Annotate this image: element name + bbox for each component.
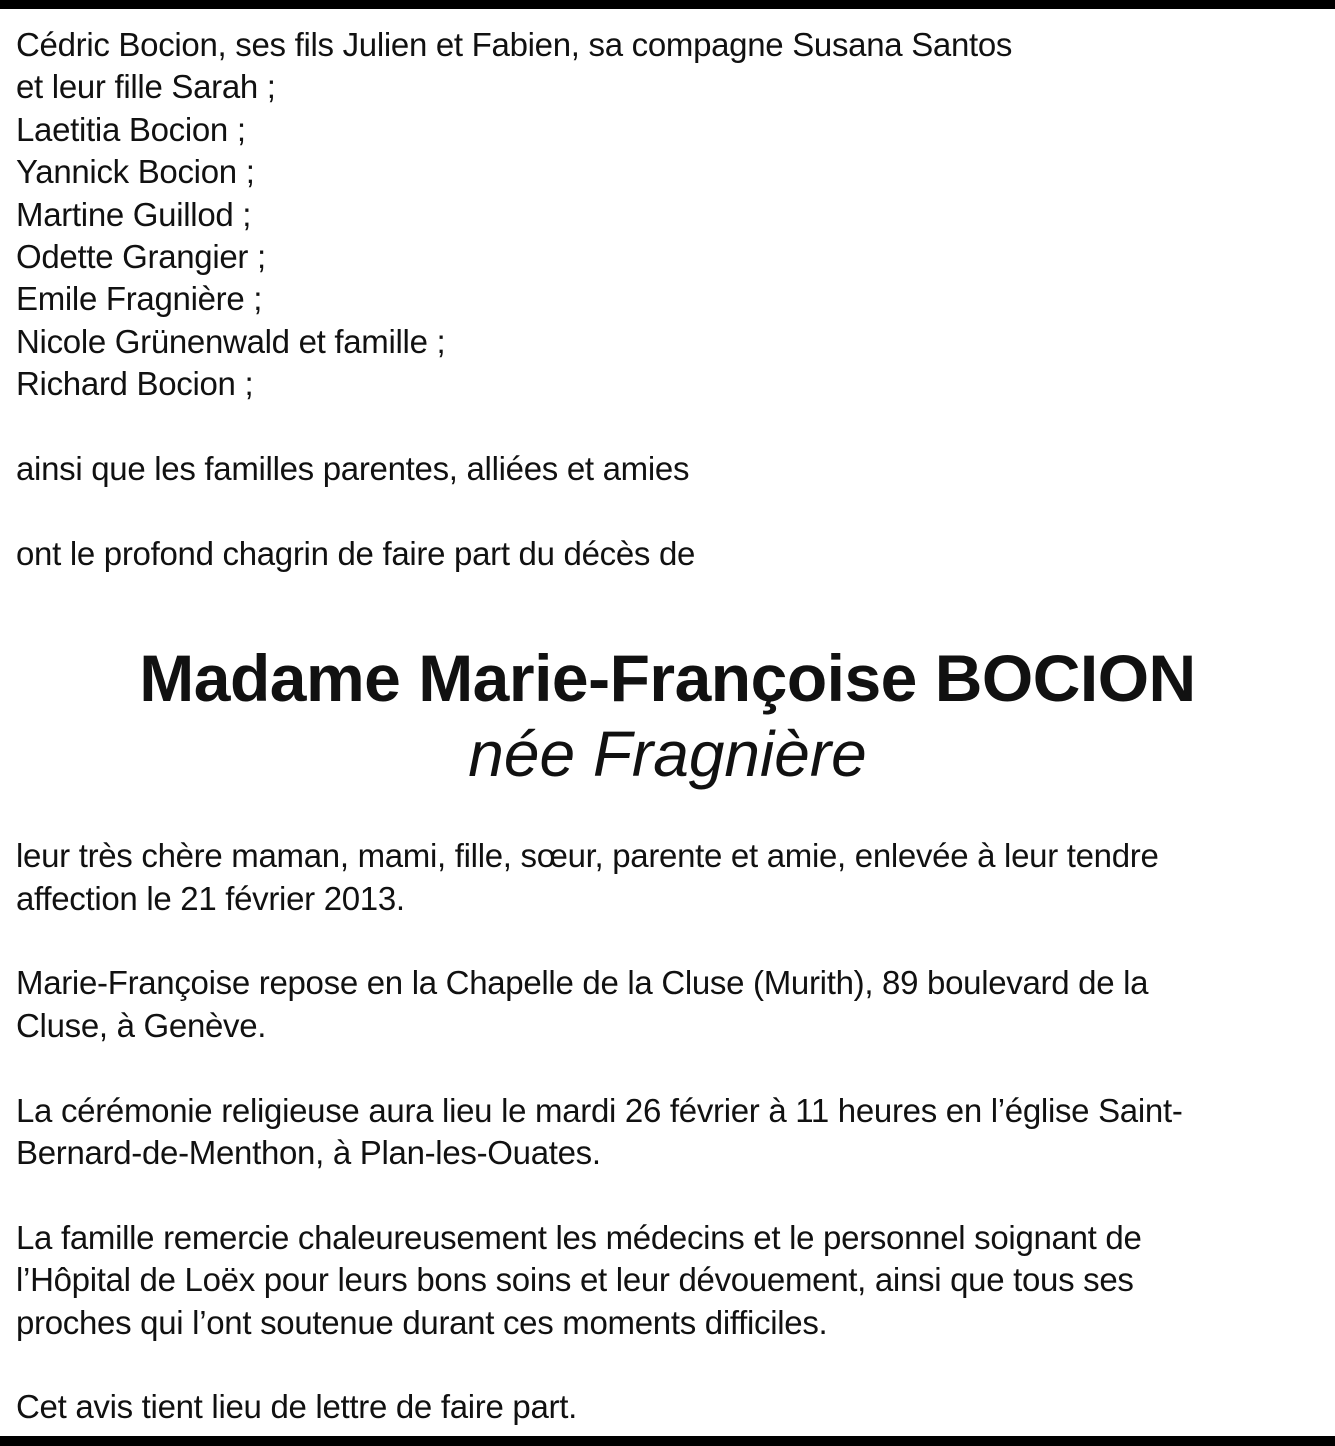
- spacer: [16, 920, 1316, 962]
- spacer: [16, 1344, 1316, 1386]
- paragraph-line: Marie-Françoise repose en la Chapelle de la Cluse (Murith), 89 boulevard de la: [16, 964, 1149, 1002]
- spacer: [16, 490, 1316, 532]
- paragraph-line: Cluse, à Genève.: [16, 1006, 267, 1044]
- paragraph-line: Bernard-de-Menthon, à Plan-les-Ouates.: [16, 1134, 601, 1172]
- viewing-paragraph: [16, 962, 1316, 1047]
- family-member-line: et leur fille Sarah ;: [16, 68, 276, 106]
- family-members-list: [16, 24, 1316, 406]
- top-rule: [0, 0, 1335, 9]
- maiden-name: née Fragnière: [468, 718, 867, 791]
- paragraph-line: leur très chère maman, mami, fille, sœur, parente et amie, enlevée à leur tendre: [16, 837, 1159, 875]
- family-member-line: Martine Guillod ;: [16, 195, 252, 233]
- spacer: [16, 1174, 1316, 1216]
- deceased-name: Madame Marie-Françoise BOCION: [139, 641, 1196, 716]
- paragraph-line: proches qui l’ont soutenue durant ces moments difficiles.: [16, 1303, 828, 1341]
- thanks-paragraph: [16, 1217, 1316, 1344]
- closing-line: Cet avis tient lieu de lettre de faire part.: [16, 1388, 577, 1426]
- bottom-rule: [0, 1436, 1335, 1446]
- paragraph-line: La famille remercie chaleureusement les médecins et le personnel soignant de: [16, 1218, 1142, 1256]
- family-member-line: Richard Bocion ;: [16, 365, 254, 403]
- family-member-line: Emile Fragnière ;: [16, 280, 263, 318]
- relatives-line: ainsi que les familles parentes, alliées et amies: [16, 450, 690, 488]
- family-member-line: Odette Grangier ;: [16, 238, 266, 276]
- paragraph-line: La cérémonie religieuse aura lieu le mardi 26 février à 11 heures en l’église Saint-: [16, 1091, 1183, 1129]
- family-member-line: Nicole Grünenwald et famille ;: [16, 322, 446, 360]
- spacer: [16, 1047, 1316, 1089]
- tribute-paragraph: [16, 835, 1316, 920]
- deceased-block: [16, 635, 1319, 791]
- spacer: [16, 575, 1316, 635]
- spacer: [16, 406, 1316, 448]
- announcement-line: ont le profond chagrin de faire part du décès de: [16, 534, 696, 572]
- paragraph-line: l’Hôpital de Loëx pour leurs bons soins et leur dévouement, ainsi que tous ses: [16, 1261, 1134, 1299]
- ceremony-paragraph: [16, 1090, 1316, 1175]
- family-member-line: Yannick Bocion ;: [16, 153, 255, 191]
- spacer: [16, 787, 1316, 835]
- family-member-line: Cédric Bocion, ses fils Julien et Fabien, sa compagne Susana Santos: [16, 26, 1013, 63]
- obituary-notice: [16, 24, 1316, 1429]
- paragraph-line: affection le 21 février 2013.: [16, 879, 405, 917]
- family-member-line: Laetitia Bocion ;: [16, 110, 246, 148]
